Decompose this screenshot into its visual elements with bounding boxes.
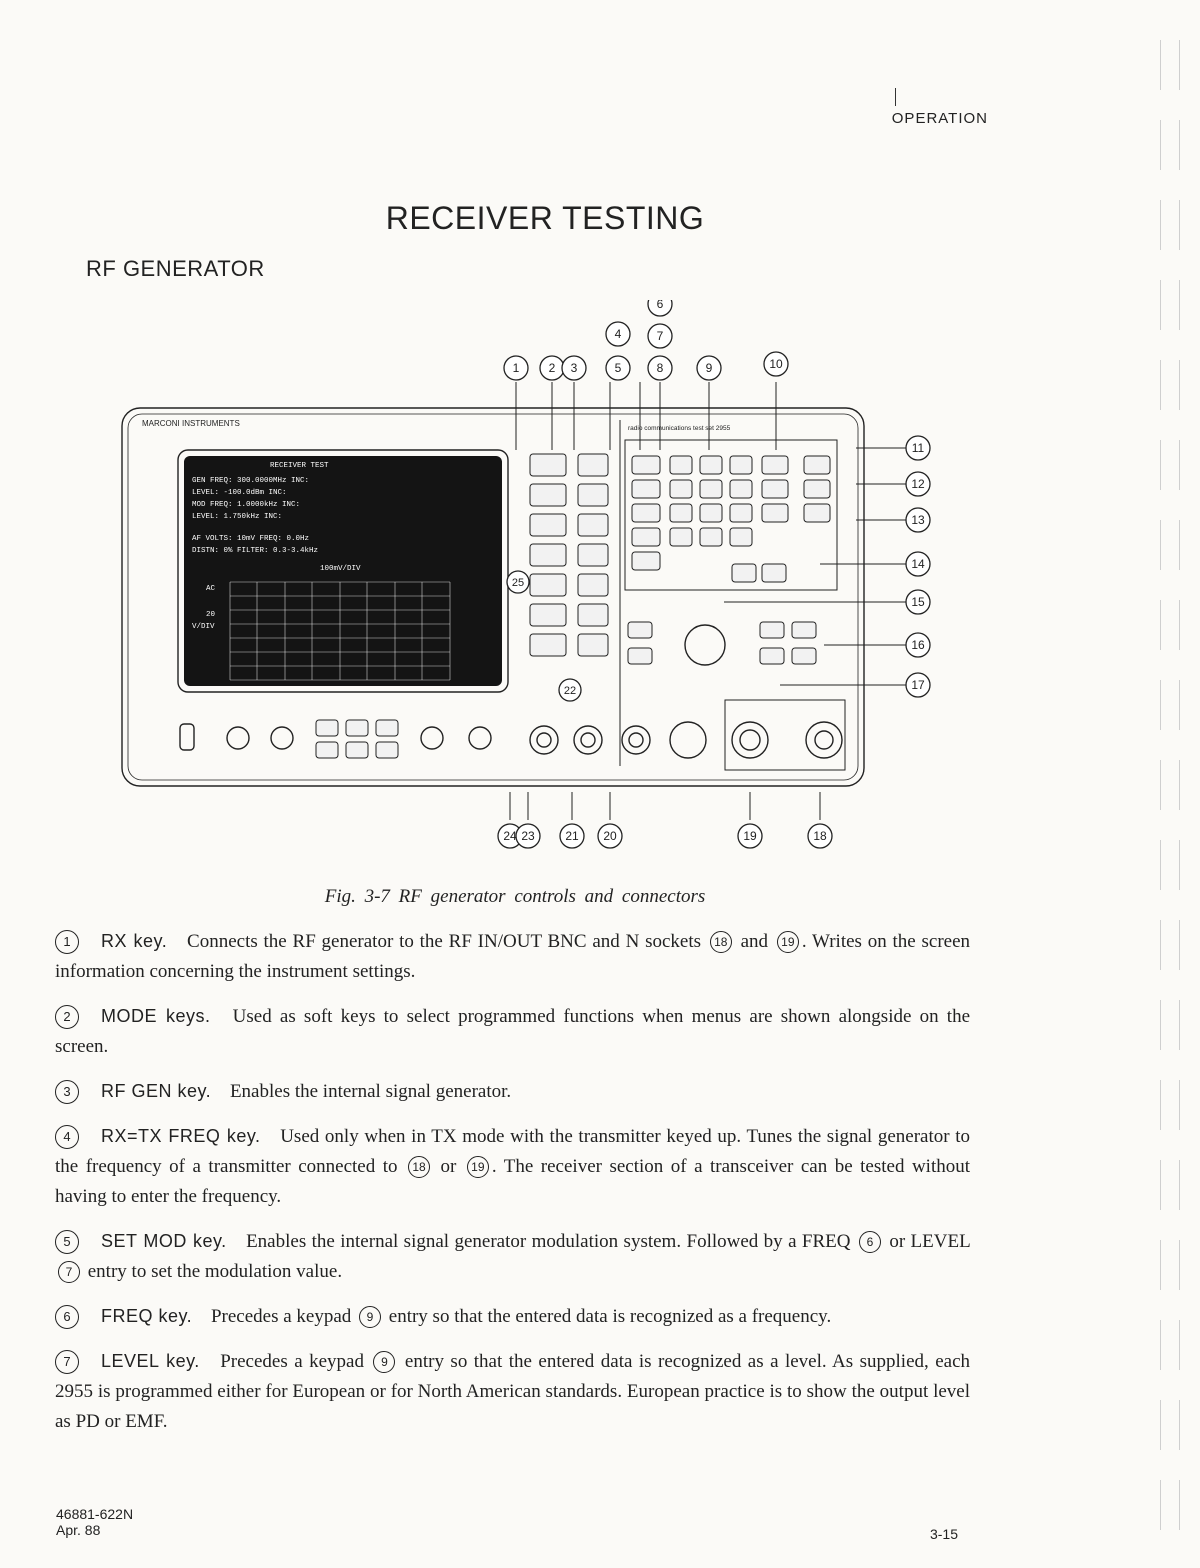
inc-key bbox=[632, 504, 660, 522]
entry-text: and bbox=[740, 931, 769, 952]
unit-key bbox=[804, 504, 830, 522]
entry-key-name: SET MOD key. bbox=[101, 1231, 227, 1251]
callout-17: 17 bbox=[911, 678, 925, 692]
set-mod-key bbox=[578, 514, 608, 536]
document-number: 46881-622N bbox=[56, 1506, 134, 1522]
function-key bbox=[578, 604, 608, 626]
rf-in-out-bnc-socket bbox=[806, 722, 842, 758]
entry-rx-key bbox=[55, 926, 970, 987]
entry-key-name: LEVEL key. bbox=[101, 1351, 200, 1371]
entry-set-mod-key bbox=[55, 1226, 970, 1287]
binder-hole-mark bbox=[1160, 1480, 1180, 1530]
entry-mode-keys bbox=[55, 1001, 970, 1062]
accessory-connector bbox=[670, 722, 706, 758]
binder-hole-mark bbox=[1160, 360, 1180, 410]
callout-19: 19 bbox=[743, 829, 757, 843]
rx-key bbox=[530, 454, 566, 476]
measurement-key bbox=[760, 648, 784, 664]
callout-14: 14 bbox=[911, 557, 925, 571]
focus-knob bbox=[271, 727, 293, 749]
screen-scale: 100mV/DIV bbox=[320, 565, 361, 573]
measurement-key bbox=[792, 648, 816, 664]
function-key bbox=[578, 574, 608, 596]
screen-side-label: V/DIV bbox=[192, 623, 215, 631]
entry-text: Precedes a keypad bbox=[220, 1351, 364, 1372]
screen-side-label: AC bbox=[206, 585, 216, 593]
ref-number: 9 bbox=[359, 1306, 381, 1328]
position-knob-1 bbox=[421, 727, 443, 749]
ref-number: 7 bbox=[58, 1261, 80, 1283]
keypad-key bbox=[632, 552, 660, 570]
entry-rf-gen-key bbox=[55, 1076, 970, 1107]
screen-line: MOD FREQ: 1.0000kHz INC: bbox=[192, 501, 301, 509]
keypad-key bbox=[670, 504, 692, 522]
instrument-figure bbox=[120, 300, 960, 860]
af-filter-key bbox=[628, 622, 652, 638]
entry-text: entry so that the entered data is recognized as a frequency. bbox=[388, 1306, 832, 1327]
binder-hole-mark bbox=[1160, 200, 1180, 250]
callout-9: 9 bbox=[705, 361, 713, 375]
callout-5: 5 bbox=[614, 361, 622, 375]
entry-key-name: RF GEN key. bbox=[101, 1081, 212, 1101]
screen-side-label: 20 bbox=[206, 611, 216, 619]
mode-key bbox=[530, 574, 566, 596]
binder-hole-mark bbox=[1160, 760, 1180, 810]
oscilloscope-key bbox=[316, 742, 338, 758]
keypad-key bbox=[670, 456, 692, 474]
callout-20: 20 bbox=[603, 829, 617, 843]
rf-in-out-n-socket bbox=[732, 722, 768, 758]
entry-number: 7 bbox=[55, 1350, 79, 1374]
entry-number: 4 bbox=[55, 1125, 79, 1149]
af-input-connector bbox=[574, 726, 602, 754]
callout-11: 11 bbox=[911, 441, 925, 455]
callout-3: 3 bbox=[570, 361, 578, 375]
entry-key-name: RX=TX FREQ key. bbox=[101, 1126, 261, 1146]
measurement-key bbox=[792, 622, 816, 638]
entry-number: 1 bbox=[55, 930, 79, 954]
callout-23: 23 bbox=[521, 829, 535, 843]
tx-key bbox=[530, 484, 566, 506]
binder-hole-mark bbox=[1160, 840, 1180, 890]
screen-line: DISTN: 0% FILTER: 0.3-3.4kHz bbox=[192, 547, 319, 555]
entry-text: Used as soft keys to select programmed functions when menus are shown alongside on the screen. bbox=[55, 1006, 971, 1057]
entry-text: Used only when in TX mode with the transmitter keyed up. Tunes the signal generator to the frequency of a transmitter connected to bbox=[55, 1126, 971, 1177]
mode-key bbox=[530, 604, 566, 626]
unit-key bbox=[762, 456, 788, 474]
entry-rx-tx-freq-key bbox=[55, 1121, 970, 1212]
unit-key bbox=[762, 504, 788, 522]
entry-text: or LEVEL bbox=[889, 1231, 970, 1252]
ref-number: 9 bbox=[373, 1351, 395, 1373]
unit-key bbox=[804, 480, 830, 498]
callout-8: 8 bbox=[656, 361, 664, 375]
page-title: RECEIVER TESTING bbox=[385, 200, 705, 236]
entry-key-name: FREQ key. bbox=[101, 1306, 193, 1326]
binder-hole-mark bbox=[1160, 1320, 1180, 1370]
callout-15: 15 bbox=[911, 595, 925, 609]
entry-number: 6 bbox=[55, 1305, 79, 1329]
screen-title: RECEIVER TEST bbox=[270, 462, 329, 470]
unit-key bbox=[804, 456, 830, 474]
oscilloscope-key bbox=[376, 720, 398, 736]
binder-hole-mark bbox=[1160, 1080, 1180, 1130]
ref-number: 6 bbox=[859, 1231, 881, 1253]
keypad-key bbox=[730, 528, 752, 546]
ref-number: 19 bbox=[777, 931, 799, 953]
keypad-key bbox=[632, 528, 660, 546]
keypad-key bbox=[670, 528, 692, 546]
position-knob-2 bbox=[469, 727, 491, 749]
callout-1: 1 bbox=[512, 361, 520, 375]
entry-text: or bbox=[440, 1156, 457, 1177]
oscilloscope-key bbox=[316, 720, 338, 736]
callout-12: 12 bbox=[911, 477, 925, 491]
screen-line: GEN FREQ: 300.0000MHz INC: bbox=[192, 477, 310, 485]
callout-6: 6 bbox=[656, 300, 664, 311]
ext-mod-input-connector bbox=[530, 726, 558, 754]
keypad-key bbox=[700, 504, 722, 522]
keypad-key bbox=[730, 456, 752, 474]
entry-text: entry so that the entered data is recognized as a level. As supplied, each 2955 is programmed either for European or for North American standards. European practice is to show the output level as PD or EMF. bbox=[55, 1351, 971, 1432]
af-gen-output-connector bbox=[622, 726, 650, 754]
rx-tx-freq-key bbox=[578, 484, 608, 506]
binder-hole-mark bbox=[1160, 680, 1180, 730]
af-filter-key bbox=[628, 648, 652, 664]
page-number: 3-15 bbox=[929, 1526, 958, 1542]
oscilloscope-key bbox=[346, 720, 368, 736]
entry-text: . The receiver section of a transceiver can be tested without having to enter the frequency. bbox=[55, 1156, 971, 1207]
document-footer bbox=[56, 1506, 133, 1538]
binder-hole-mark bbox=[1160, 440, 1180, 490]
unit-key bbox=[762, 480, 788, 498]
entry-number: 5 bbox=[55, 1230, 79, 1254]
entry-text: entry to set the modulation value. bbox=[87, 1261, 343, 1282]
binder-hole-mark bbox=[1160, 40, 1180, 90]
entry-level-key bbox=[55, 1346, 970, 1437]
screen-line: AF VOLTS: 10mV FREQ: 0.0Hz bbox=[192, 535, 310, 543]
entry-number: 2 bbox=[55, 1005, 79, 1029]
keypad-key bbox=[700, 528, 722, 546]
keypad-key bbox=[730, 504, 752, 522]
screen-line: LEVEL: -100.0dBm INC: bbox=[192, 489, 287, 497]
callout-25: 25 bbox=[511, 577, 525, 589]
keypad-key bbox=[730, 480, 752, 498]
variable-knob bbox=[685, 625, 725, 665]
binder-hole-mark bbox=[1160, 120, 1180, 170]
callout-2: 2 bbox=[548, 361, 556, 375]
keypad-key bbox=[700, 480, 722, 498]
binder-hole-mark bbox=[1160, 1000, 1180, 1050]
key-descriptions bbox=[55, 926, 970, 1451]
entry-key-name: MODE keys. bbox=[101, 1006, 211, 1026]
entry-text: Connects the RF generator to the RF IN/OUT BNC and N sockets bbox=[187, 931, 702, 952]
entry-text: Precedes a keypad bbox=[210, 1306, 352, 1327]
binder-hole-mark bbox=[1160, 600, 1180, 650]
mode-key bbox=[530, 634, 566, 656]
supply-switch bbox=[180, 724, 194, 750]
callout-13: 13 bbox=[911, 513, 925, 527]
document-date: Apr. 88 bbox=[56, 1522, 101, 1538]
callout-21: 21 bbox=[565, 829, 579, 843]
oscilloscope-key bbox=[346, 742, 368, 758]
mode-key bbox=[530, 544, 566, 566]
callout-10: 10 bbox=[769, 357, 783, 371]
binder-hole-mark bbox=[1160, 1240, 1180, 1290]
section-header: OPERATION bbox=[891, 110, 988, 127]
entry-freq-key bbox=[55, 1301, 970, 1332]
function-key bbox=[578, 634, 608, 656]
callout-22: 22 bbox=[563, 685, 577, 697]
entry-key-name: RX key. bbox=[101, 931, 168, 951]
mode-key bbox=[530, 514, 566, 536]
ref-number: 18 bbox=[408, 1156, 430, 1178]
binder-hole-mark bbox=[1160, 280, 1180, 330]
callout-24: 24 bbox=[503, 829, 517, 843]
callout-16: 16 bbox=[911, 638, 925, 652]
callout-4: 4 bbox=[614, 327, 622, 341]
keypad-key bbox=[670, 480, 692, 498]
function-key bbox=[578, 544, 608, 566]
instrument-model: radio communications test set 2955 bbox=[628, 425, 731, 432]
rf-gen-key bbox=[578, 454, 608, 476]
screen-line: LEVEL: 1.750kHz INC: bbox=[192, 513, 283, 521]
binder-hole-mark bbox=[1160, 520, 1180, 570]
freq-key bbox=[632, 456, 660, 474]
figure-caption: Fig. 3-7 RF generator controls and connectors bbox=[324, 886, 706, 907]
recall-key bbox=[762, 564, 786, 582]
binder-hole-mark bbox=[1160, 1160, 1180, 1210]
instrument-brand: MARCONI INSTRUMENTS bbox=[142, 419, 240, 428]
entry-text: Enables the internal signal generator modulation system. Followed by a FREQ bbox=[246, 1231, 851, 1252]
binder-hole-mark bbox=[1160, 920, 1180, 970]
binder-hole-mark bbox=[1160, 1400, 1180, 1450]
callout-18: 18 bbox=[813, 829, 827, 843]
measurement-key bbox=[760, 622, 784, 638]
ref-number: 18 bbox=[710, 931, 732, 953]
callout-7: 7 bbox=[656, 329, 664, 343]
entry-text: Enables the internal signal generator. bbox=[229, 1081, 512, 1102]
entry-number: 3 bbox=[55, 1080, 79, 1104]
oscilloscope-key bbox=[376, 742, 398, 758]
store-key bbox=[732, 564, 756, 582]
level-key bbox=[632, 480, 660, 498]
section-subtitle: RF GENERATOR bbox=[86, 256, 265, 281]
keypad-key bbox=[700, 456, 722, 474]
intensity-knob bbox=[227, 727, 249, 749]
ref-number: 19 bbox=[467, 1156, 489, 1178]
entry-text: . Writes on the screen information concerning the instrument settings. bbox=[55, 931, 971, 982]
